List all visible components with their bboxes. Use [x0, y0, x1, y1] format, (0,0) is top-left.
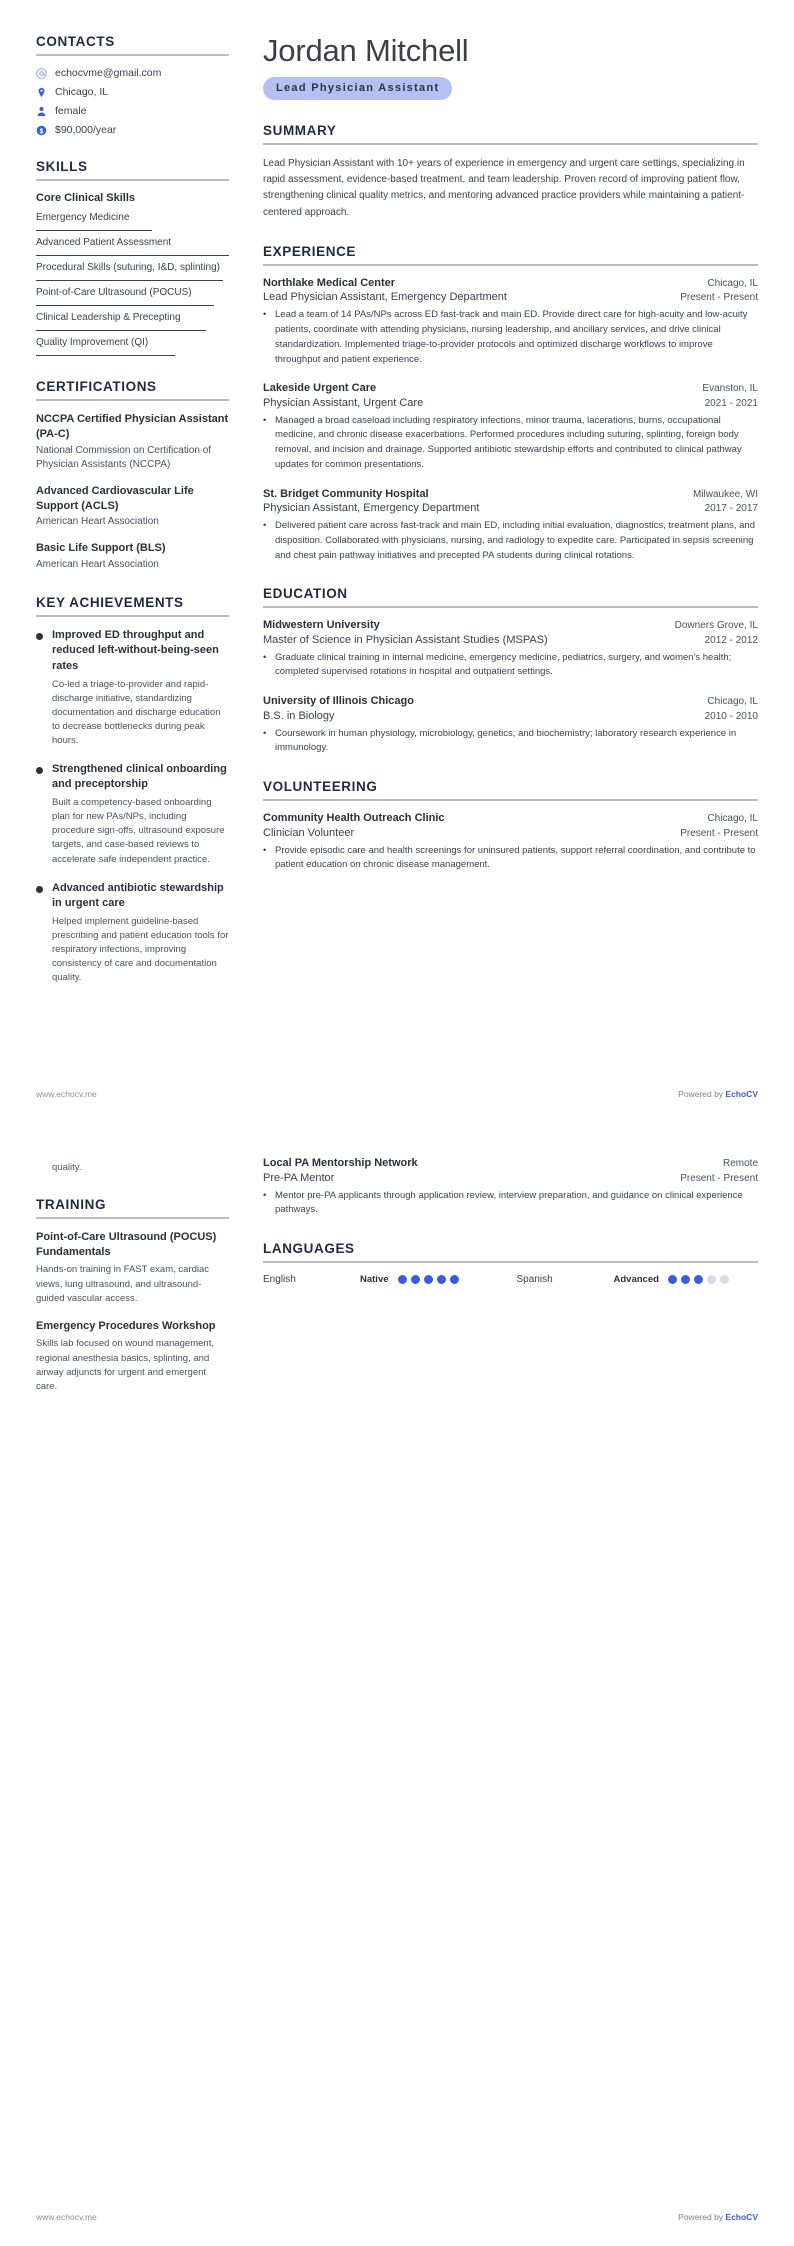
experience-bullet: [263, 414, 758, 473]
achievement-item: [36, 628, 229, 748]
skill-item: [36, 236, 229, 256]
achievement-description-continued: quality.: [52, 1162, 82, 1173]
resume-page-2: [0, 1123, 794, 2246]
footer-brand: [678, 1089, 758, 1099]
skill-level-bar: [36, 280, 223, 282]
section-divider: [263, 264, 758, 266]
education-item: [263, 619, 758, 680]
volunteering-bullet: [263, 844, 758, 873]
volunteering-section: [263, 779, 758, 873]
experience-item: [263, 488, 758, 564]
certification-title: Basic Life Support (BLS): [36, 542, 166, 555]
bullet-marker-icon: •: [263, 727, 267, 739]
location-pin-icon: [36, 87, 47, 98]
experience-location: Chicago, IL: [707, 277, 758, 289]
experience-item: [263, 382, 758, 472]
training-description: Hands-on training in FAST exam, cardiac views, lung ultrasound, and ultrasound-guided vascular access.: [36, 1264, 210, 1304]
experience-bullet-text: Managed a broad caseload including respiratory infections, minor trauma, lacerations, burns, occupational medicine, and chronic disease exacerbations. Performed procedures including suturing, splinting, foreign body removal, and incision and drainage. Supported antibiotic stewardship efforts and contributed to clinical pathway updates for common presentations.: [275, 414, 742, 470]
education-org: University of Illinois Chicago: [263, 695, 414, 708]
footer-brand-name: EchoCV: [725, 1089, 758, 1099]
section-divider: [263, 143, 758, 145]
training-heading: TRAINING: [36, 1197, 107, 1213]
education-degree: Master of Science in Physician Assistant Studies (MSPAS): [263, 633, 548, 646]
skill-item: [36, 311, 229, 331]
bullet-marker-icon: •: [263, 1189, 267, 1201]
skill-name: Emergency Medicine: [36, 212, 130, 223]
volunteering-location: Chicago, IL: [707, 813, 758, 825]
svg-text:$: $: [39, 127, 44, 135]
footer-brand: [678, 2212, 758, 2222]
skills-group-title: Core Clinical Skills: [36, 192, 136, 204]
section-divider: [36, 54, 229, 56]
contact-location: [36, 86, 229, 98]
volunteering-bullet: [263, 1189, 758, 1218]
skills-heading: SKILLS: [36, 159, 88, 174]
candidate-name: Jordan Mitchell: [263, 33, 469, 68]
certification-item: [36, 541, 229, 572]
volunteering-org: Local PA Mentorship Network: [263, 1157, 418, 1169]
skill-level-bar: [36, 305, 214, 307]
education-bullet: [263, 727, 758, 756]
contact-email-value: echocvme@gmail.com: [55, 67, 162, 79]
achievement-item: [36, 881, 229, 986]
volunteering-location: Remote: [722, 1158, 758, 1169]
volunteering-item: [263, 1157, 758, 1218]
footer-powered-prefix: Powered by: [678, 1089, 726, 1099]
section-divider: [36, 399, 229, 401]
section-divider: [36, 179, 229, 181]
contact-salary: [36, 124, 229, 136]
language-level: Advanced: [613, 1273, 659, 1285]
experience-section: [263, 244, 758, 563]
salary-info-icon: [36, 125, 47, 136]
skill-item: [36, 261, 229, 281]
level-dot-filled: [694, 1275, 703, 1284]
level-dot-filled: [668, 1275, 677, 1284]
achievement-description: Built a competency-based onboarding plan for new PAs/NPs, including procedure sign-offs, ultrasound exposure targets, and case-based reviews to accelerate safe independent practice.: [52, 797, 225, 865]
training-item: [36, 1230, 229, 1306]
achievement-description: Helped implement guideline-based prescribing and patient education tools for respiratory infections, improving consistency of care and documentation quality.: [52, 915, 229, 984]
experience-bullet-text: Lead a team of 14 PAs/NPs across ED fast-track and main ED. Provide direct care for high-acuity and low-acuity patients, coordinate with attending physicians, nursing leadership, and ancillary services, and drive clinical standardization. Implemented triage-to-provider protocols and optimized discharge workflows to improve throughput and patient experience.: [275, 309, 748, 365]
experience-item: [263, 277, 758, 367]
volunteering-dates: Present - Present: [680, 1172, 758, 1184]
level-dot-empty: [707, 1275, 716, 1284]
skill-level-bar: [36, 230, 152, 232]
experience-org: Lakeside Urgent Care: [263, 382, 377, 395]
education-item: [263, 695, 758, 756]
volunteering-org: Community Health Outreach Clinic: [263, 812, 445, 825]
page-footer: [36, 2212, 758, 2222]
certifications-heading: CERTIFICATIONS: [36, 379, 157, 394]
volunteering-dates: Present - Present: [680, 827, 758, 839]
email-icon: [36, 68, 47, 79]
section-divider: [36, 615, 229, 617]
skill-level-bar: [36, 330, 206, 332]
language-level: Native: [360, 1273, 389, 1285]
certification-issuer: National Commission on Certification of Physician Assistants (NCCPA): [36, 444, 212, 470]
skill-name: Advanced Patient Assessment: [36, 237, 172, 248]
summary-text: Lead Physician Assistant with 10+ years of experience in emergency and urgent care settings, specializing in rapid assessment, evidence-based treatment, and team leadership. Proven record of improving patient flow, strengthening clinical quality metrics, and mentoring advanced practice providers while maintaining a patient-centered approach.: [263, 158, 745, 218]
training-title: Emergency Procedures Workshop: [36, 1320, 216, 1333]
level-dot-filled: [398, 1275, 407, 1284]
skill-item: [36, 286, 229, 306]
education-org: Midwestern University: [263, 619, 380, 632]
experience-dates: Present - Present: [680, 292, 758, 304]
achievements-heading: KEY ACHIEVEMENTS: [36, 595, 184, 611]
summary-section: [263, 123, 758, 221]
volunteering-item: [263, 812, 758, 873]
experience-dates: 2021 - 2021: [704, 397, 758, 409]
experience-bullet: [263, 519, 758, 563]
skill-name: Procedural Skills (suturing, I&D, splinting): [36, 262, 220, 273]
page-footer: [36, 1089, 758, 1099]
education-section: [263, 586, 758, 756]
level-dot-empty: [720, 1275, 729, 1284]
level-dot-filled: [411, 1275, 420, 1284]
volunteering-bullet-text: Mentor pre-PA applicants through application review, interview preparation, and guidance on clinical experience pathways.: [275, 1189, 743, 1216]
contacts-heading: CONTACTS: [36, 34, 115, 49]
experience-bullet-text: Delivered patient care across fast-track and main ED, including initial evaluation, diagnostics, treatment plans, and disposition. Collaborated with physicians, nursing, and radiology to expedite care. Participated in sepsis screening and chest pain pathway initiatives and precepted PA students during clinical rotations.: [275, 520, 756, 561]
bullet-marker-icon: •: [263, 309, 267, 321]
achievement-description: Co-led a triage-to-provider and rapid-discharge initiative, standardizing documentation and discharge education to decrease bottlenecks during peak hours.: [52, 678, 221, 746]
level-dot-filled: [681, 1275, 690, 1284]
experience-role: Physician Assistant, Emergency Department: [263, 502, 480, 515]
languages-section: [263, 1241, 758, 1285]
section-divider: [263, 606, 758, 608]
certification-item: [36, 484, 229, 530]
level-dot-filled: [450, 1275, 459, 1284]
education-bullet: [263, 651, 758, 680]
education-location: Chicago, IL: [707, 696, 758, 708]
volunteering-bullet-text: Provide episodic care and health screenings for uninsured patients, support referral coordination, and contribute to patient education on chronic disease management.: [275, 844, 756, 871]
certifications-section: [36, 379, 229, 572]
contact-email[interactable]: [36, 67, 229, 79]
contact-location-value: Chicago, IL: [55, 86, 109, 98]
level-dot-filled: [437, 1275, 446, 1284]
volunteering-role: Pre-PA Mentor: [263, 1171, 335, 1184]
experience-role: Physician Assistant, Urgent Care: [263, 396, 424, 409]
footer-brand-name: EchoCV: [725, 2212, 758, 2222]
footer-powered-prefix: Powered by: [678, 2212, 726, 2222]
volunteering-role: Clinician Volunteer: [263, 826, 355, 839]
language-level-dots: [398, 1275, 459, 1284]
certification-issuer: American Heart Association: [36, 559, 159, 571]
training-description: Skills lab focused on wound management, regional anesthesia basics, splinting, and airway adjuncts for urgent and emergent care.: [36, 1338, 214, 1393]
person-icon: [36, 106, 47, 117]
contact-salary-value: $90,000/year: [55, 124, 117, 136]
footer-site[interactable]: www.echocv.me: [36, 2212, 97, 2222]
experience-bullet: [263, 308, 758, 367]
bullet-marker-icon: •: [263, 520, 267, 532]
education-dates: 2010 - 2010: [704, 710, 758, 722]
language-name: Spanish: [516, 1273, 553, 1285]
skill-level-bar: [36, 355, 175, 357]
languages-row: [263, 1274, 758, 1285]
experience-location: Milwaukee, WI: [692, 488, 758, 500]
experience-dates: 2017 - 2017: [704, 503, 758, 515]
bullet-marker-icon: •: [263, 651, 267, 663]
sidebar-page2: [36, 1157, 251, 1417]
experience-role: Lead Physician Assistant, Emergency Department: [263, 291, 507, 304]
skill-item: [36, 211, 229, 231]
contacts-section: [36, 34, 229, 136]
education-heading: EDUCATION: [263, 586, 348, 602]
experience-location: Evanston, IL: [702, 383, 758, 395]
skill-item: [36, 336, 229, 356]
achievement-title: Strengthened clinical onboarding and preceptorship: [52, 762, 227, 791]
bullet-marker-icon: •: [263, 414, 267, 426]
certification-title: Advanced Cardiovascular Life Support (ACLS): [36, 484, 194, 512]
main-column-page2: [251, 1157, 758, 1417]
contact-gender-value: female: [55, 105, 87, 117]
level-dot-filled: [424, 1275, 433, 1284]
certification-item: [36, 412, 229, 472]
language-level-dots: [668, 1275, 729, 1284]
certification-issuer: American Heart Association: [36, 516, 159, 528]
bullet-marker-icon: •: [263, 844, 267, 856]
language-name: English: [263, 1273, 296, 1285]
experience-org: St. Bridget Community Hospital: [263, 487, 429, 500]
languages-heading: LANGUAGES: [263, 1240, 355, 1256]
achievement-title: Improved ED throughput and reduced left-without-being-seen rates: [52, 629, 219, 672]
job-title-badge: Lead Physician Assistant: [263, 77, 452, 100]
bullet-dot-icon: [36, 767, 43, 774]
skill-level-bar: [36, 255, 229, 257]
footer-site[interactable]: www.echocv.me: [36, 1089, 97, 1099]
education-bullet-text: Graduate clinical training in internal medicine, emergency medicine, pediatrics, surgery, and women's health; completed supervised rotations in hospital and outpatient settings.: [275, 651, 732, 678]
training-title: Point-of-Care Ultrasound (POCUS) Fundamentals: [36, 1231, 217, 1259]
education-location: Downers Grove, IL: [674, 620, 758, 632]
section-divider: [36, 1217, 229, 1219]
skill-name: Quality Improvement (QI): [36, 337, 149, 348]
education-degree: B.S. in Biology: [263, 709, 335, 722]
achievements-section: [36, 595, 229, 985]
summary-heading: SUMMARY: [263, 123, 337, 139]
section-divider: [263, 1261, 758, 1263]
sidebar: [36, 34, 251, 1008]
achievement-title: Advanced antibiotic stewardship in urgent care: [52, 881, 224, 909]
experience-heading: EXPERIENCE: [263, 243, 357, 259]
bullet-dot-icon: [36, 886, 43, 893]
achievement-item: [36, 762, 229, 867]
training-item: [36, 1319, 229, 1394]
experience-org: Northlake Medical Center: [263, 276, 396, 289]
certification-title: NCCPA Certified Physician Assistant (PA-C): [36, 413, 229, 440]
bullet-dot-icon: [36, 633, 43, 640]
education-bullet-text: Coursework in human physiology, microbiology, genetics, and biochemistry; laboratory research experience in immunology.: [275, 727, 737, 754]
section-divider: [263, 799, 758, 801]
training-section: [36, 1197, 229, 1394]
contact-gender: [36, 105, 229, 117]
education-dates: 2012 - 2012: [704, 634, 758, 646]
skill-name: Clinical Leadership & Precepting: [36, 312, 181, 323]
skill-name: Point-of-Care Ultrasound (POCUS): [36, 287, 192, 298]
skills-section: [36, 159, 229, 356]
main-column: [251, 34, 758, 1008]
volunteering-heading: VOLUNTEERING: [263, 779, 378, 795]
